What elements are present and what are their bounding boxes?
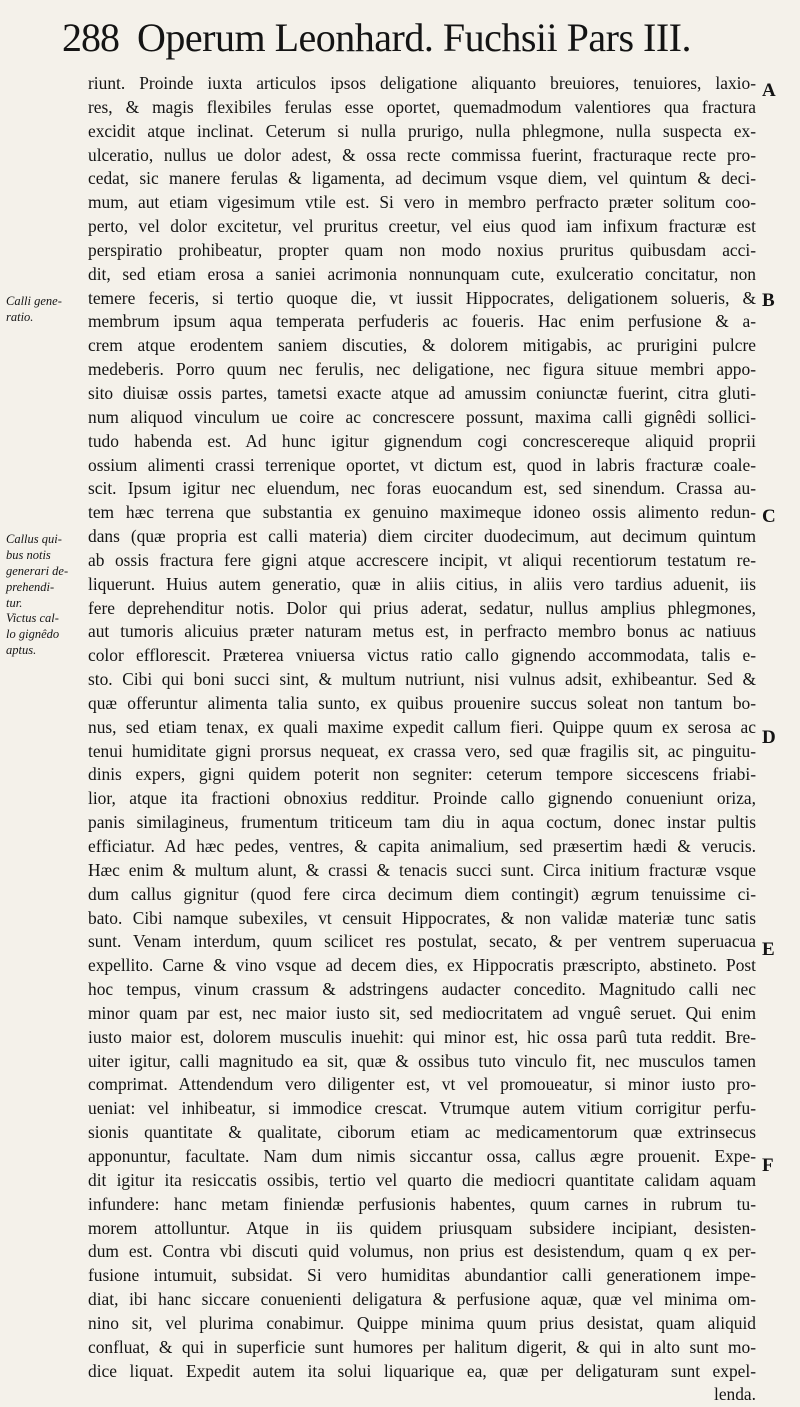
margin-note-line: aptus. [6,643,37,657]
text-line: dice liquat. Expedit autem ita solui liquarique ea, quæ per deligaturam sunt expel- [88,1360,756,1381]
text-line: crem atque erodentem saniem discuties, & dolorem mitigabis, ac prurigini pulcre [88,335,756,356]
margin-note [6,293,86,325]
text-line: nino sit, vel plurima conabimur. Quippe minima quum prius desistat, quam aliquid [88,1312,756,1333]
text-line: tudo habenda est. Ad hunc igitur gignendum cogi concrescereque aliquid proprii [88,430,756,451]
text-line: medeberis. Porro quum nec ferulis, nec deligatione, nec figura situue membri appo- [88,359,756,380]
text-line: perspiratio prohibeatur, propter quam non modo noxius pruritus quibusdam acci- [88,239,756,260]
text-line: lenda. [713,1384,756,1405]
text-line: ulceratio, nullus ue dolor adest, & ossa recte commissa fuerint, fracturaque recte pro- [88,144,756,165]
text-line: dit igitur ita resiccatis ossibis, tertio vel quarto die mediocri quantitate calidam aquam [88,1169,756,1190]
margin-note-line: generari de- [6,564,69,578]
margin-note [6,531,86,611]
text-line: morem attolluntur. Atque in iis quidem priusquam subsidere incipiant, desisten- [88,1217,756,1238]
text-line: temere feceris, si tertio quoque die, vt iussit Hippocrates, deligationem solueris, & [88,287,756,308]
margin-note-line: Callus qui- [6,532,62,546]
margin-note-line: tur. [6,596,23,610]
text-line: minor quam par est, nec maior iusto sit, sed mediocritatem ad vnguê seruet. Qui enim [88,1002,756,1023]
section-letter: F [762,1155,774,1176]
text-line: dit, sed etiam erosa a saniei acrimonia nonnunquam cute, exulceratio concitatur, non [88,263,756,284]
text-line: dum est. Contra vbi discuti quid volumus, non prius est desistendum, quam q ex per- [88,1241,756,1262]
text-line: dans (quæ propria est calli materia) diem circiter duodecimum, aut decimum quintum [88,526,756,547]
page-number: 288 [62,15,119,60]
text-line: riunt. Proinde iuxta articulos ipsos deligatione aliquanto breuiores, tenuiores, laxio- [88,73,756,93]
text-line: dinis expers, gigni quidem poterit non segniter: ceterum tempore siccescens friabi- [88,764,756,785]
section-letter: A [762,80,776,101]
text-line: apponuntur, facultate. Nam dum nimis siccantur ossa, callus ægre prouenit. Expe- [88,1145,756,1166]
text-line: tem hæc terrena que substantia ex genuino maximeque idoneo ossis alimento redun- [88,502,756,523]
text-line: ueniat: vel inhibeatur, si immodice crescat. Vtrumque autem vitium corrigitur perfu- [88,1098,756,1119]
section-letter: B [762,290,775,311]
margin-note [6,610,86,658]
page-header [62,14,762,70]
running-title: Operum Leonhard. Fuchsii Pars III. [137,15,691,60]
text-line: diat, ibi hanc siccare conuenienti deligatura & perfusione aquæ, quæ vel minima om- [88,1289,756,1310]
section-letter: D [762,727,776,748]
text-line: hoc tempus, vinum crassum & adstringens audacter concedito. Magnitudo calli nec [88,979,756,1000]
margin-note-line: prehendi- [6,580,55,594]
text-line: nus, sed etiam tenax, ex quali maxime expedit callum fieri. Quippe quum ex serosa ac [88,716,756,737]
text-line: ab ossis fractura fere gigni atque accrescere incipit, vt aliqui recentiorum testatum re- [88,549,756,570]
text-line: mum, aut etiam vigesimum vtile est. Si vero in membro perfracto præter solitum coo- [88,192,756,213]
text-line: res, & magis flexibiles ferulas esse oportet, quemadmodum valentiores qua fractura [88,96,756,117]
text-line: ossium alimenti crassi terrenique oportet, vt dictum est, quod in labris fracturæ coale- [88,454,756,475]
text-line: num aliquod vinculum ue coire ac concrescere possunt, maxima calli gignêdi sollici- [88,406,756,427]
text-line: uiter igitur, calli magnitudo ea sit, quæ & ossibus tuto vinculo fit, nec musculos tamen [88,1050,756,1071]
margin-note-line: ratio. [6,310,34,324]
text-line: fusione intumuit, subsidat. Si vero humiditas abundantior calli generationem impe- [88,1265,756,1286]
text-line: sionis quantitate & qualitate, ciborum etiam ac medicamentorum quæ extrinsecus [88,1122,756,1143]
text-line: panis similagineus, frumentum triticeum tam diu in aqua coctum, donec instar pultis [88,812,756,833]
text-line: cedat, sic manere ferulas & ligamenta, ad decimum vsque diem, vel quintum & deci- [88,168,756,189]
text-line: perto, vel dolor excitetur, vel pruritus creetur, vel eius quod iam infixum fracturæ est [88,216,756,237]
text-line: membrum ipsum aqua temperata perfuderis ac foueris. Hac enim perfusione & a- [88,311,756,332]
margin-note-line: Victus cal- [6,611,59,625]
text-line: lior, atque ita fractioni obnoxius redditur. Proinde callo gignendo conueniunt oriza, [88,788,756,809]
text-line: scit. Ipsum igitur nec eluendum, nec foras euocandum est, sed sinendum. Crassa au- [88,478,756,499]
text-line: tenui humiditate gigni prorsus nequeat, ex crassa vero, sed quæ fragilis sit, ac pinguitu- [88,740,756,761]
text-line: comprimat. Attendendum vero diligenter est, vt vel promoueatur, si minor iusto pro- [88,1074,756,1095]
text-line: aut tumoris alicuius præter naturam metus est, in perfracto membro bonus ac natiuus [88,621,756,642]
text-line: iusto maior est, dolorem musculis inuehit: qui minor est, hic ossa parû tuta reddit. Bre- [88,1026,756,1047]
text-line: sto. Cibi qui boni succi sint, & multum nutriunt, nisi vulnus adsit, exhibeantur. Sed & [88,669,756,690]
text-line: infundere: hanc metam finiendæ perfusionis habentes, quum carnes in rubrum tu- [88,1193,756,1214]
text-line: fere deprehenditur notis. Dolor qui prius aderat, sedatur, nullus amplius phlegmones, [88,597,756,618]
text-line: dum callus gignitur (quod fere circa decimum diem contingit) ægrum tenuissime ci- [88,883,756,904]
text-line: sunt. Venam interdum, quum scilicet res postulat, secato, & per ventrem superuacua [88,931,756,952]
text-line: excidit atque inclinat. Ceterum si nulla prurigo, nulla phlegmone, nulla suspecta ex- [88,120,756,141]
text-line: Hæc enim & multum alunt, & crassi & tenacis succi sunt. Circa initium fracturæ vsque [88,859,756,880]
margin-note-line: Calli gene- [6,294,62,308]
text-line: bato. Cibi namque subexiles, vt censuit Hippocrates, & non validæ materiæ tunc satis [88,907,756,928]
text-line: color efflorescit. Præterea vniuersa victus ratio callo gignendo accommodata, talis e- [88,645,756,666]
text-line: quæ offeruntur alimenta talia sunto, ex quibus prouenire succus soleat non tantum bo- [88,692,756,713]
section-letter: C [762,506,776,527]
text-line: efficiatur. Ad hæc pedes, ventres, & capita animalium, sed præsertim hædi & verucis. [88,836,756,856]
body-text [88,72,756,1407]
text-line: liquerunt. Huius autem generatio, quæ in aliis citius, in aliis vero tardius aduenit, iis [88,573,756,594]
margin-note-line: lo gignêdo [6,627,60,641]
text-line: confluat, & qui in superficie sunt humores per halitum digerit, & qui in alto sunt mo- [88,1336,756,1357]
text-line: sito diuisæ ossis partes, tametsi exacte atque ad amussim coniunctæ fuerint, citra gluti- [88,382,756,403]
section-letter: E [762,939,775,960]
text-line: expellito. Carne & vino vsque ad decem dies, ex Hippocratis præscripto, abstineto. Post [88,955,756,976]
margin-note-line: bus notis [6,548,51,562]
